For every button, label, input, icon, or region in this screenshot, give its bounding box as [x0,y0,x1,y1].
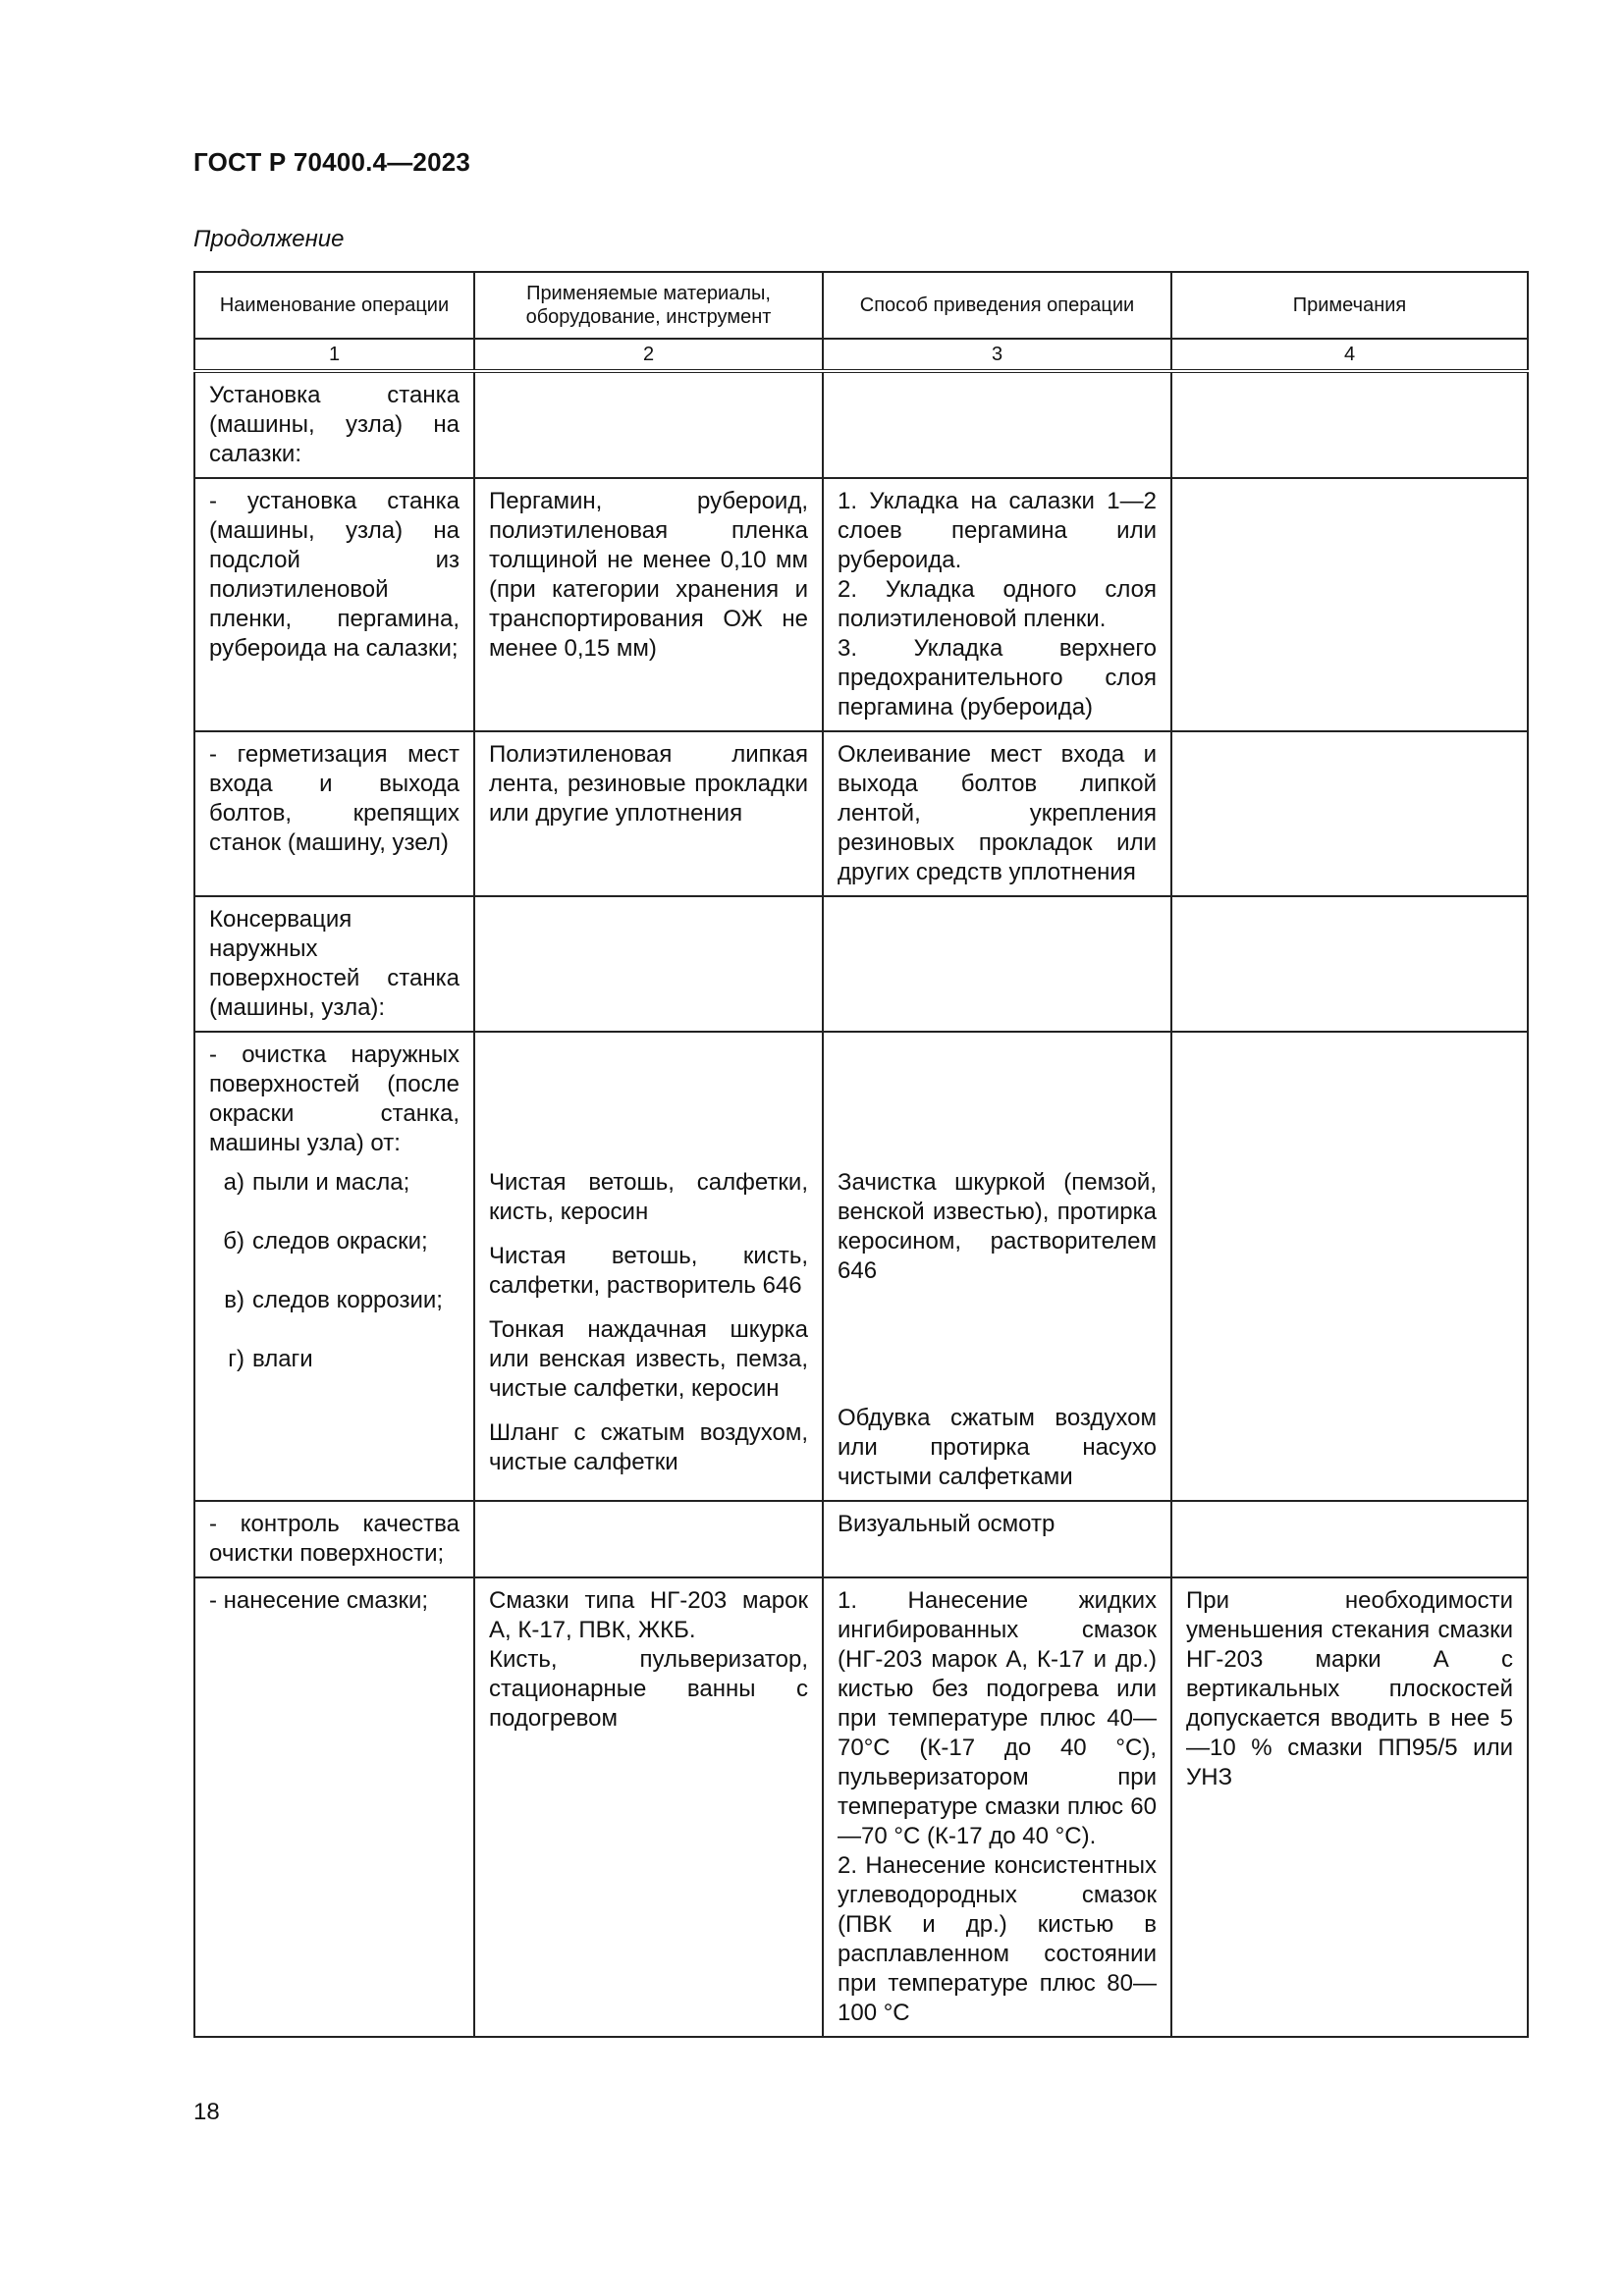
method-cell: Визуальный осмотр [823,1501,1171,1577]
sub-item-text: следов коррозии; [252,1287,443,1313]
notes-cell [1171,896,1528,1032]
table-row [194,478,1528,731]
method-step: 2. Укладка одного слоя полиэтиленовой пленки. [838,576,1157,632]
sub-item-text: следов окраски; [252,1228,428,1255]
operation-cell: Консервация наружных поверхностей станка (машины, узла): [194,896,474,1032]
notes-cell [1171,478,1528,731]
notes-cell [1171,371,1528,478]
table-header-row [194,272,1528,339]
operation-intro: - очистка наружных поверхностей (после окраски станка, машины узла) от: [209,1041,460,1156]
table-row [194,1032,1528,1501]
table-row [194,731,1528,896]
sub-item-marker: а) [223,1169,244,1196]
column-number: 1 [194,339,474,371]
continuation-label: Продолжение [193,226,345,252]
header-method: Способ приведения операции [823,272,1171,339]
sub-item-marker: в) [224,1287,244,1313]
sub-item-b [209,1227,460,1256]
notes-cell [1171,1032,1528,1501]
materials-g: Шланг с сжатым воздухом, чистые салфетки [489,1419,808,1475]
column-number: 3 [823,339,1171,371]
materials-cell [474,896,823,1032]
notes-cell [1171,731,1528,896]
column-number: 4 [1171,339,1528,371]
method-cell [823,896,1171,1032]
table-row [194,896,1528,1032]
operation-cell: - герметизация мест входа и выхода болтов, крепящих станок (машину, узел) [194,731,474,896]
table-row [194,1501,1528,1577]
materials-cell: Полиэтиленовая липкая лента, резиновые прокладки или другие уплотнения [474,731,823,896]
sub-item-marker: б) [223,1228,244,1255]
column-numbers-row [194,339,1528,371]
operation-cell: - нанесение смазки; [194,1577,474,2037]
header-notes: Примечания [1171,272,1528,339]
method-cell [823,1577,1171,2037]
method-step: 3. Укладка верхнего предохранительного слоя пергамина (рубероида) [838,635,1157,721]
sub-item-a [209,1168,460,1198]
operation-cell: Установка станка (машины, узла) на салазки: [194,371,474,478]
method-cell [823,478,1171,731]
method-cell: Оклеивание мест входа и выхода болтов липкой лентой, укрепления резиновых прокладок или других средств уплотнения [823,731,1171,896]
method-cleaning: Зачистка шкуркой (пемзой, венской известью), протирка керосином, растворителем 646 [838,1169,1157,1284]
materials-cell [474,371,823,478]
operation-cell: - контроль качества очистки поверхности; [194,1501,474,1577]
method-step: 1. Нанесение жидких ингибированных смазок (НГ-203 марок А, К-17 и др.) кистью без подогрева или при температуре плюс 40—70°С (К-17 до 40 °С), пульверизатором при температуре смазки плюс 60—70 °С (К-17 до 40 °С). [838,1587,1157,1849]
method-cell [823,371,1171,478]
sub-item-text: пыли и масла; [252,1169,410,1196]
application-tools: Кисть, пульверизатор, стационарные ванны с подогревом [489,1646,808,1732]
table-row [194,371,1528,478]
method-step: 1. Укладка на салазки 1—2 слоев пергамина или рубероида. [838,488,1157,573]
materials-b: Чистая ветошь, кисть, салфетки, растворитель 646 [489,1243,808,1299]
header-materials: Применяемые материалы, оборудование, инструмент [474,272,823,339]
notes-cell [1171,1501,1528,1577]
method-cell [823,1032,1171,1501]
sub-item-text: влаги [252,1346,313,1372]
materials-v: Тонкая наждачная шкурка или венская известь, пемза, чистые салфетки, керосин [489,1316,808,1402]
operation-cell: - установка станка (машины, узла) на подслой из полиэтиленовой пленки, пергамина, рубероида на салазки; [194,478,474,731]
sub-item-v [209,1286,460,1315]
method-step: 2. Нанесение консистентных углеводородных смазок (ПВК и др.) кистью в расплавленном состоянии при температуре плюс 80—100 °С [838,1852,1157,2026]
materials-cell [474,1577,823,2037]
page-number: 18 [193,2099,220,2125]
notes-cell: При необходимости уменьшения стекания смазки НГ-203 марки А с вертикальных плоскостей допускается вводить в нее 5—10 % смазки ПП95/5 или УНЗ [1171,1577,1528,2037]
table-row [194,1577,1528,2037]
operations-table [193,271,1529,2038]
materials-cell: Пергамин, рубероид, полиэтиленовая пленка толщиной не менее 0,10 мм (при категории хранения и транспортирования ОЖ не менее 0,15 мм) [474,478,823,731]
lubricant-types: Смазки типа НГ-203 марок А, К-17, ПВК, ЖКБ. [489,1587,808,1643]
operation-cell [194,1032,474,1501]
materials-cell [474,1501,823,1577]
document-code: ГОСТ Р 70400.4—2023 [193,147,471,177]
column-number: 2 [474,339,823,371]
materials-a: Чистая ветошь, салфетки, кисть, керосин [489,1169,808,1225]
header-operation-name: Наименование операции [194,272,474,339]
sub-item-g [209,1345,460,1374]
sub-item-marker: г) [228,1346,244,1372]
materials-cell [474,1032,823,1501]
method-drying: Обдувка сжатым воздухом или протирка насухо чистыми салфетками [838,1405,1157,1490]
